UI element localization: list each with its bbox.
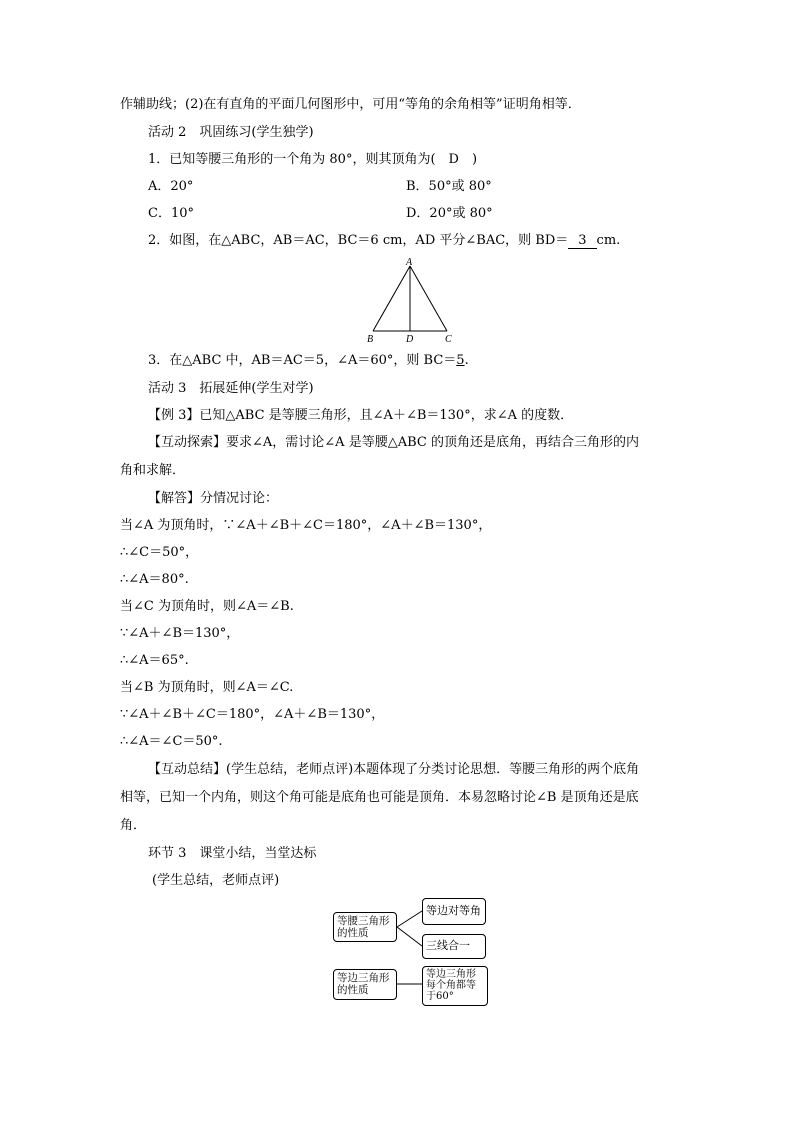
activity-2-heading: 活动 2 巩固练习(学生独学) bbox=[148, 125, 314, 140]
equilateral-properties-node: 等边三角形的性质 bbox=[333, 969, 397, 1000]
option-d: D．20°或 80° bbox=[406, 206, 493, 221]
question-2-unit: cm. bbox=[596, 233, 621, 248]
each-angle-60-node: 等边三角形每个角都等于60° bbox=[422, 966, 488, 1006]
question-2-text: 2．如图，在△ABC，AB＝AC，BC＝6 cm，AD 平分∠BAC，则 BD＝ bbox=[148, 233, 569, 248]
question-2-answer: 3 bbox=[568, 234, 596, 249]
solution-line: 当∠C 为顶角时，则∠A＝∠B. bbox=[120, 599, 294, 614]
question-3-answer: 5 bbox=[456, 353, 465, 368]
question-3-text: 3．在△ABC 中，AB＝AC＝5，∠A＝60°，则 BC＝ bbox=[148, 353, 457, 368]
vertex-c-label: C bbox=[445, 334, 452, 345]
question-3-end: . bbox=[464, 353, 469, 368]
solution-line: ∵∠A＋∠B＋∠C＝180°，∠A＋∠B＝130°， bbox=[120, 707, 385, 722]
option-c: C．10° bbox=[148, 206, 194, 221]
equal-sides-equal-angles-node: 等边对等角 bbox=[422, 898, 486, 925]
answer-heading: 【解答】分情况讨论： bbox=[148, 491, 279, 506]
activity-3-heading: 活动 3 拓展延伸(学生对学) bbox=[148, 381, 314, 396]
solution-line: ∵∠A＋∠B＝130°， bbox=[120, 626, 240, 641]
solution-line: ∴∠A＝65°. bbox=[120, 653, 189, 668]
summary-line-3: 角． bbox=[120, 818, 147, 833]
vertex-b-label: B bbox=[367, 334, 374, 345]
summary-line-2: 相等，已知一个内角，则这个角可能是底角也可能是顶角．本易忽略讨论∠B 是顶角还是底 bbox=[120, 790, 639, 805]
option-b: B．50°或 80° bbox=[406, 179, 492, 194]
example-3: 【例 3】已知△ABC 是等腰三角形，且∠A＋∠B＝130°，求∠A 的度数． bbox=[148, 408, 574, 423]
solution-line: 当∠A 为顶角时，∵∠A＋∠B＋∠C＝180°，∠A＋∠B＝130°， bbox=[120, 518, 492, 533]
text-line: 作辅助线；(2)在有直角的平面几何图形中，可用“等角的余角相等”证明角相等． bbox=[120, 97, 581, 112]
explore-line-2: 角和求解． bbox=[120, 463, 186, 478]
explore-line-1: 【互动探索】要求∠A，需讨论∠A 是等腰△ABC 的顶角还是底角，再结合三角形的内 bbox=[148, 435, 639, 450]
solution-line: ∴∠C＝50°， bbox=[120, 545, 199, 560]
question-1: 1．已知等腰三角形的一个角为 80°，则其顶角为( D ) bbox=[148, 152, 478, 167]
point-d-label: D bbox=[406, 334, 414, 345]
section-3-note: (学生总结，老师点评) bbox=[152, 873, 280, 888]
isosceles-properties-node: 等腰三角形的性质 bbox=[333, 912, 397, 942]
solution-line: ∴∠A＝∠C＝50°. bbox=[120, 734, 223, 749]
three-lines-coincide-node: 三线合一 bbox=[422, 934, 486, 959]
option-a: A．20° bbox=[148, 179, 194, 194]
summary-line-1: 【互动总结】(学生总结，老师点评)本题体现了分类讨论思想．等腰三角形的两个底角 bbox=[148, 762, 640, 777]
section-3-heading: 环节 3 课堂小结，当堂达标 bbox=[148, 846, 317, 861]
solution-line: 当∠B 为顶角时，则∠A＝∠C. bbox=[120, 680, 294, 695]
solution-line: ∴∠A＝80°. bbox=[120, 572, 189, 587]
vertex-a-label: A bbox=[406, 257, 413, 268]
